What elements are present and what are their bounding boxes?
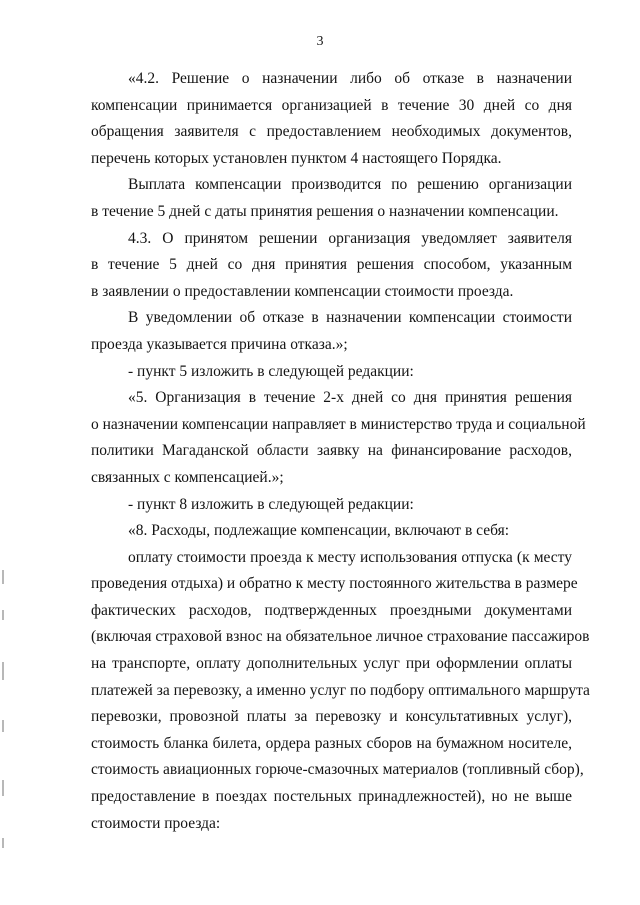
paragraph-item-5-intro: [91, 359, 572, 386]
text-line: связанных с компенсацией.»;: [91, 468, 284, 486]
text-line: оплату стоимости проезда к месту использования отпуска (к месту: [128, 548, 572, 566]
page-number: 3: [316, 34, 324, 49]
text-line: В уведомлении об отказе в назначении компенсации стоимости: [128, 309, 572, 327]
text-line: «4.2. Решение о назначении либо об отказе в назначении: [128, 70, 572, 87]
text-line: стоимости проезда:: [91, 814, 221, 832]
text-line: компенсации принимается организацией в течение 30 дней со дня: [91, 96, 572, 114]
text-line: перевозки, провозной платы за перевозку и консультативных услуг),: [91, 708, 572, 726]
paragraph-item-8-intro: [91, 492, 572, 519]
text-line: в течение 5 дней с даты принятия решения о назначении компенсации.: [91, 202, 559, 220]
text-line: стоимость бланка билета, ордера разных сборов на бумажном носителе,: [91, 734, 572, 752]
text-line: - пункт 5 изложить в следующей редакции:: [128, 362, 414, 380]
scan-mark: [2, 610, 4, 620]
scan-mark: [2, 570, 4, 584]
document-body: [91, 66, 590, 837]
paragraph-4-3: [91, 226, 572, 306]
scan-edge-marks: [2, 570, 5, 870]
text-line: (включая страховой взнос на обязательное личное страхование пассажиров: [91, 628, 590, 646]
text-line: «8. Расходы, подлежащие компенсации, включают в себя:: [128, 522, 510, 540]
text-line: политики Магаданской области заявку на финансирование расходов,: [91, 442, 572, 460]
text-line: в заявлении о предоставлении компенсации стоимости проезда.: [91, 282, 514, 300]
text-line: о назначении компенсации направляет в министерство труда и социальной: [91, 415, 586, 433]
text-line: 4.3. О принятом решении организация уведомляет заявителя: [128, 229, 572, 247]
paragraph-4-2: [91, 66, 572, 172]
scan-mark: [2, 720, 4, 732]
paragraph-item-5: [91, 385, 586, 491]
text-line: в течение 5 дней со дня принятия решения способом, указанным: [91, 256, 572, 274]
text-line: обращения заявителя с предоставлением необходимых документов,: [91, 123, 572, 141]
paragraph-travel-costs: [91, 545, 590, 838]
paragraph-item-8: [91, 518, 572, 545]
scan-mark: [2, 780, 4, 796]
text-line: Выплата компенсации производится по решению организации: [128, 176, 572, 194]
scan-mark: [2, 838, 4, 848]
text-line: предоставление в поездах постельных принадлежностей), но не выше: [91, 788, 572, 806]
text-line: платежей за перевозку, а именно услуг по подбору оптимального маршрута: [91, 681, 590, 699]
text-line: проезда указывается причина отказа.»;: [91, 335, 348, 353]
text-line: перечень которых установлен пунктом 4 настоящего Порядка.: [91, 149, 502, 167]
text-line: проведения отдыха) и обратно к месту постоянного жительства в размере: [91, 575, 578, 593]
scan-mark: [2, 662, 4, 680]
text-line: на транспорте, оплату дополнительных услуг при оформлении оплаты: [91, 655, 572, 673]
text-line: - пункт 8 изложить в следующей редакции:: [128, 495, 414, 513]
text-line: стоимость авиационных горюче-смазочных материалов (топливный сбор),: [91, 761, 584, 779]
paragraph-refusal-notice: [91, 305, 572, 358]
text-line: фактических расходов, подтвержденных проездными документами: [91, 601, 572, 619]
paragraph-payment: [91, 172, 572, 225]
text-line: «5. Организация в течение 2-х дней со дня принятия решения: [128, 389, 572, 407]
